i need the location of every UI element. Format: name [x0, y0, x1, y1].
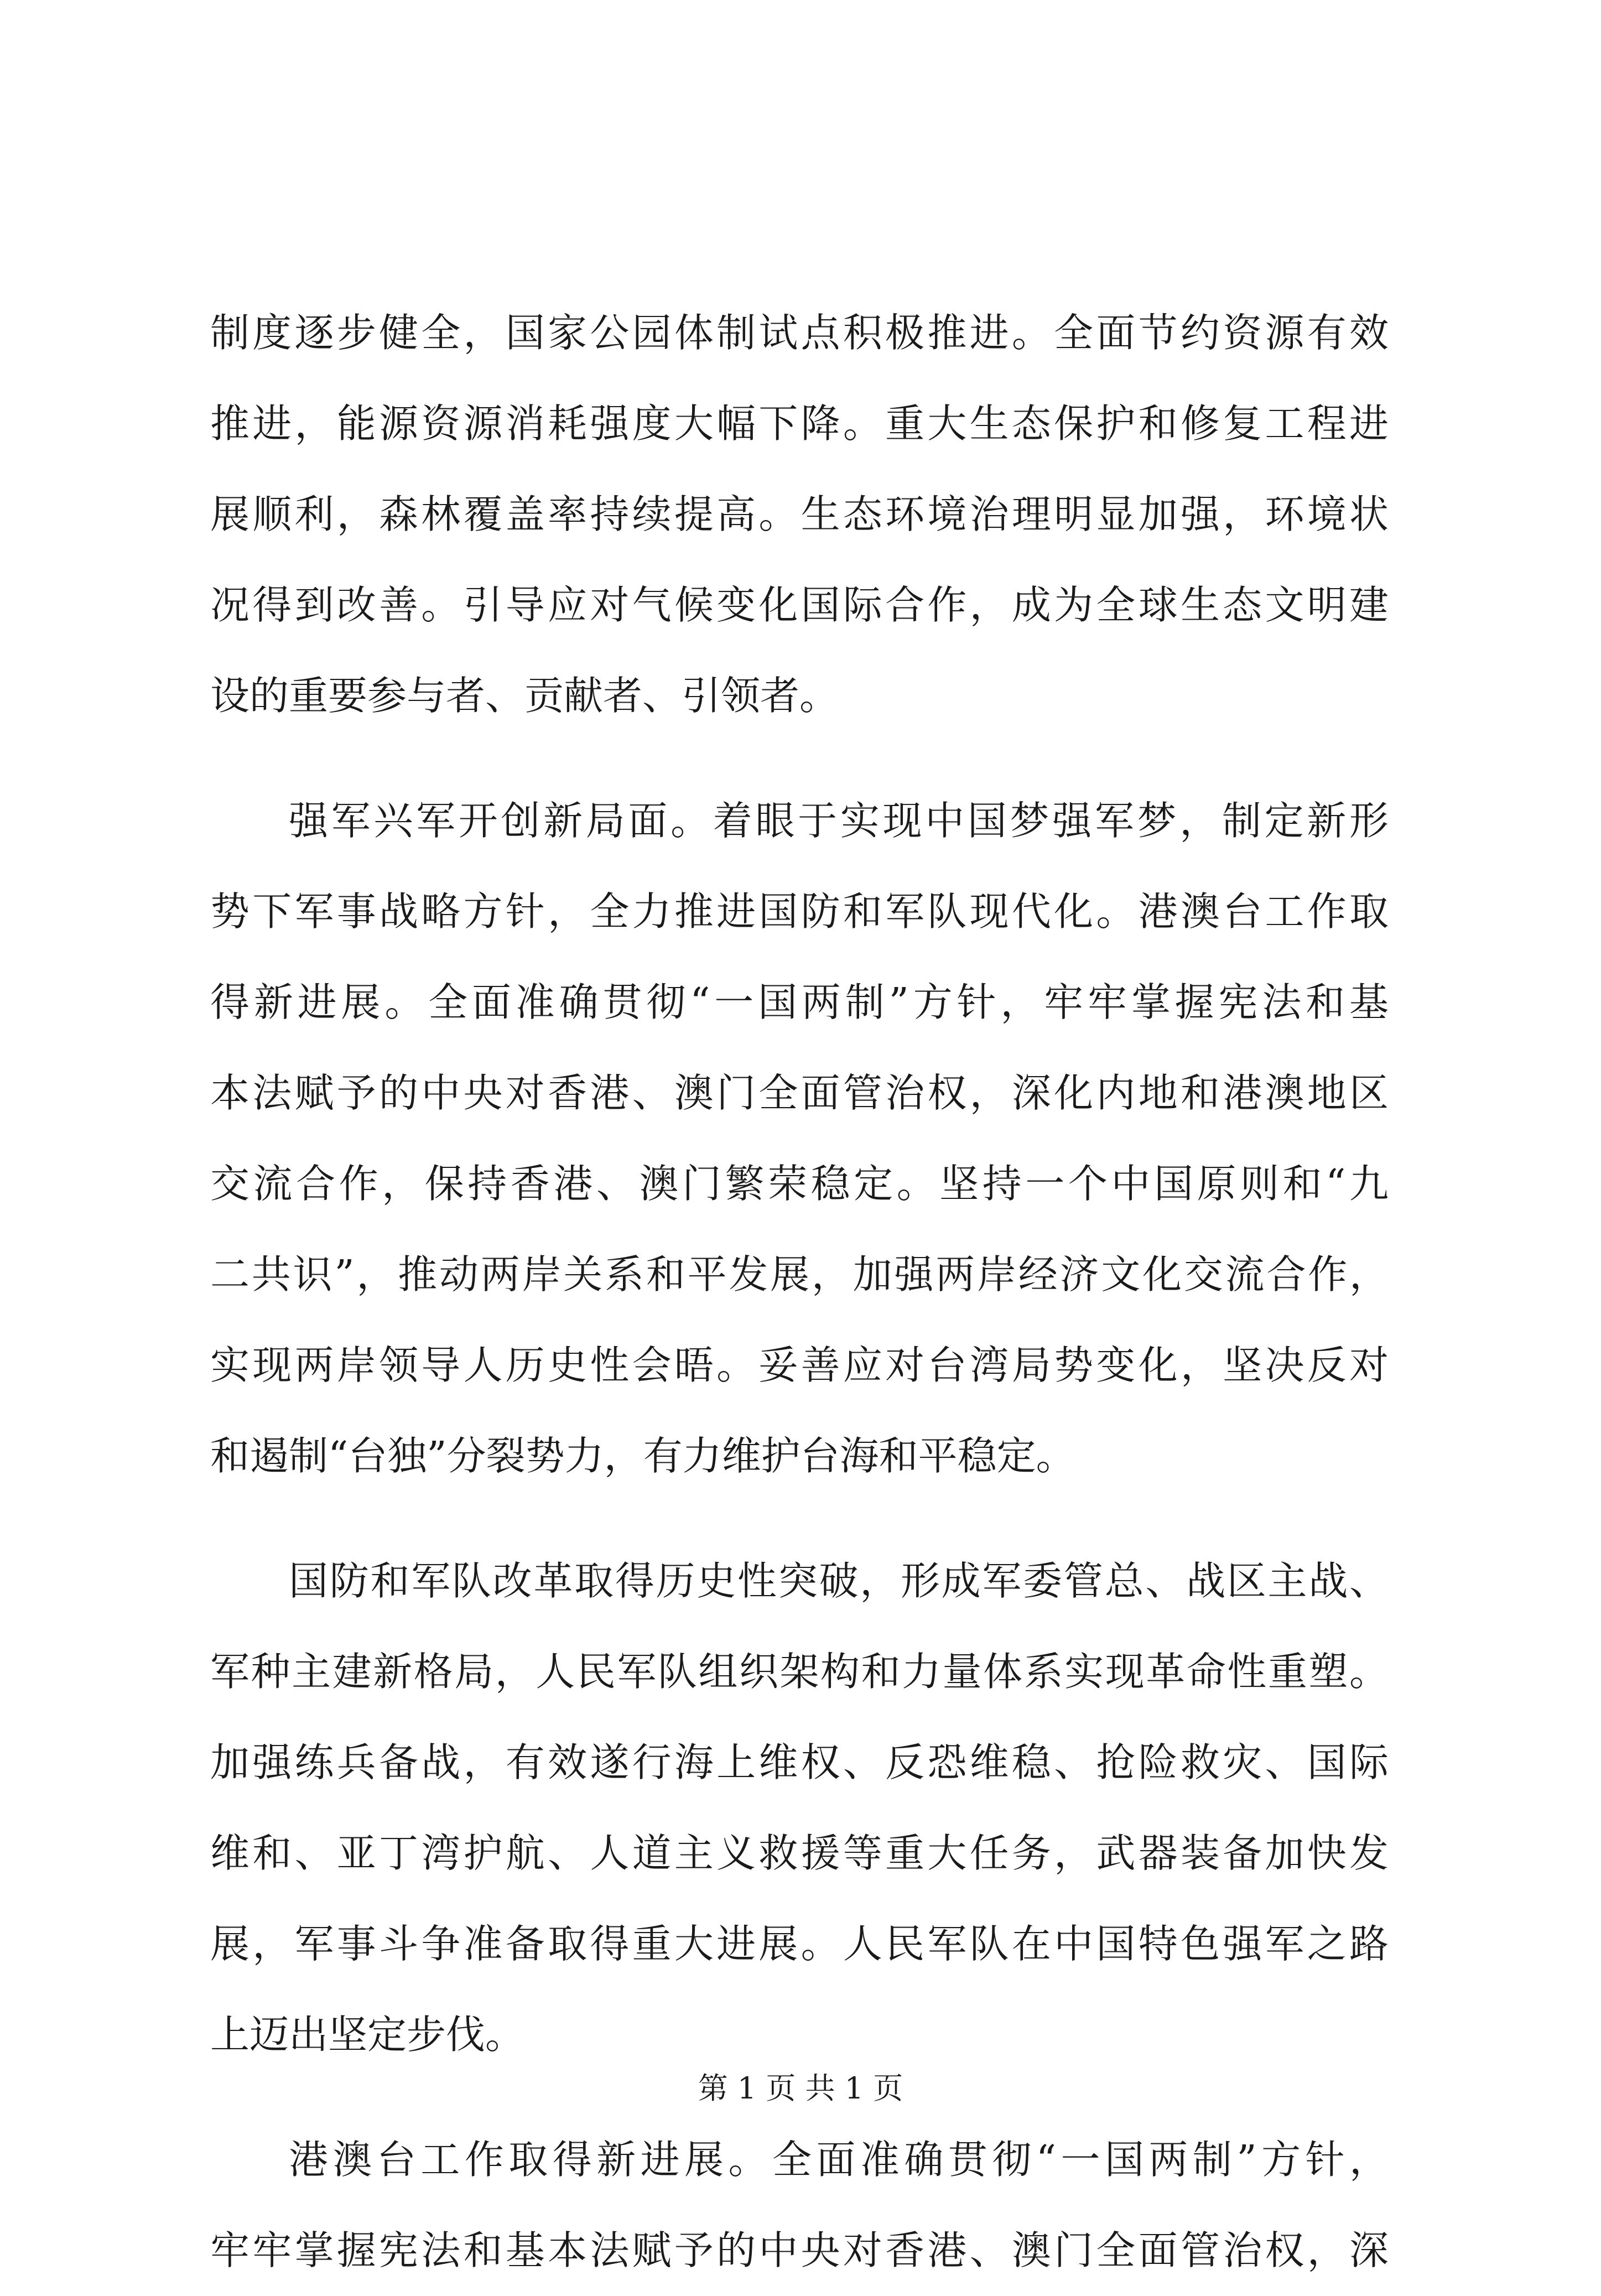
text-line: 交流合作，保持香港、澳门繁荣稳定。坚持一个中国原则和“九: [210, 1161, 1389, 1207]
text-line: 二共识”，推动两岸关系和平发展，加强两岸经济文化交流合作，: [210, 1251, 1389, 1297]
paragraph-start-line: 港澳台工作取得新进展。全面准确贯彻“一国两制”方针，: [289, 2137, 1389, 2183]
text-line: 推进，能源资源消耗强度大幅下降。重大生态保护和修复工程进: [210, 401, 1389, 446]
text-line: 军种主建新格局，人民军队组织架构和力量体系实现革命性重塑。: [210, 1649, 1389, 1695]
text-line: 加强练兵备战，有效遂行海上维权、反恐维稳、抢险救灾、国际: [210, 1739, 1389, 1785]
text-line: 况得到改善。引导应对气候变化国际合作，成为全球生态文明建: [210, 582, 1389, 628]
text-line: 和遏制“台独”分裂势力，有力维护台海和平稳定。: [210, 1433, 1075, 1479]
text-line: 上迈出坚定步伐。: [210, 2012, 525, 2058]
paragraph-start-line: 强军兴军开创新局面。着眼于实现中国梦强军梦，制定新形: [289, 798, 1389, 844]
text-line: 得新进展。全面准确贯彻“一国两制”方针，牢牢掌握宪法和基: [210, 979, 1389, 1025]
text-line: 势下军事战略方针，全力推进国防和军队现代化。港澳台工作取: [210, 889, 1389, 934]
text-line: 展顺利，森林覆盖率持续提高。生态环境治理明显加强，环境状: [210, 491, 1389, 537]
paragraph-start-line: 国防和军队改革取得历史性突破，形成军委管总、战区主战、: [289, 1558, 1389, 1604]
text-line: 设的重要参与者、贡献者、引领者。: [210, 673, 839, 719]
page-footer: 第 1 页 共 1 页: [698, 2071, 903, 2106]
text-line: 制度逐步健全，国家公园体制试点积极推进。全面节约资源有效: [210, 310, 1389, 356]
text-line: 展，军事斗争准备取得重大进展。人民军队在中国特色强军之路: [210, 1921, 1389, 1967]
text-line: 维和、亚丁湾护航、人道主义救援等重大任务，武器装备加快发: [210, 1830, 1389, 1876]
text-line: 本法赋予的中央对香港、澳门全面管治权，深化内地和港澳地区: [210, 1070, 1389, 1116]
text-line: 牢牢掌握宪法和基本法赋予的中央对香港、澳门全面管治权，深: [210, 2227, 1389, 2273]
text-line: 实现两岸领导人历史性会晤。妥善应对台湾局势变化，坚决反对: [210, 1342, 1389, 1388]
body-text: [210, 288, 1389, 2296]
